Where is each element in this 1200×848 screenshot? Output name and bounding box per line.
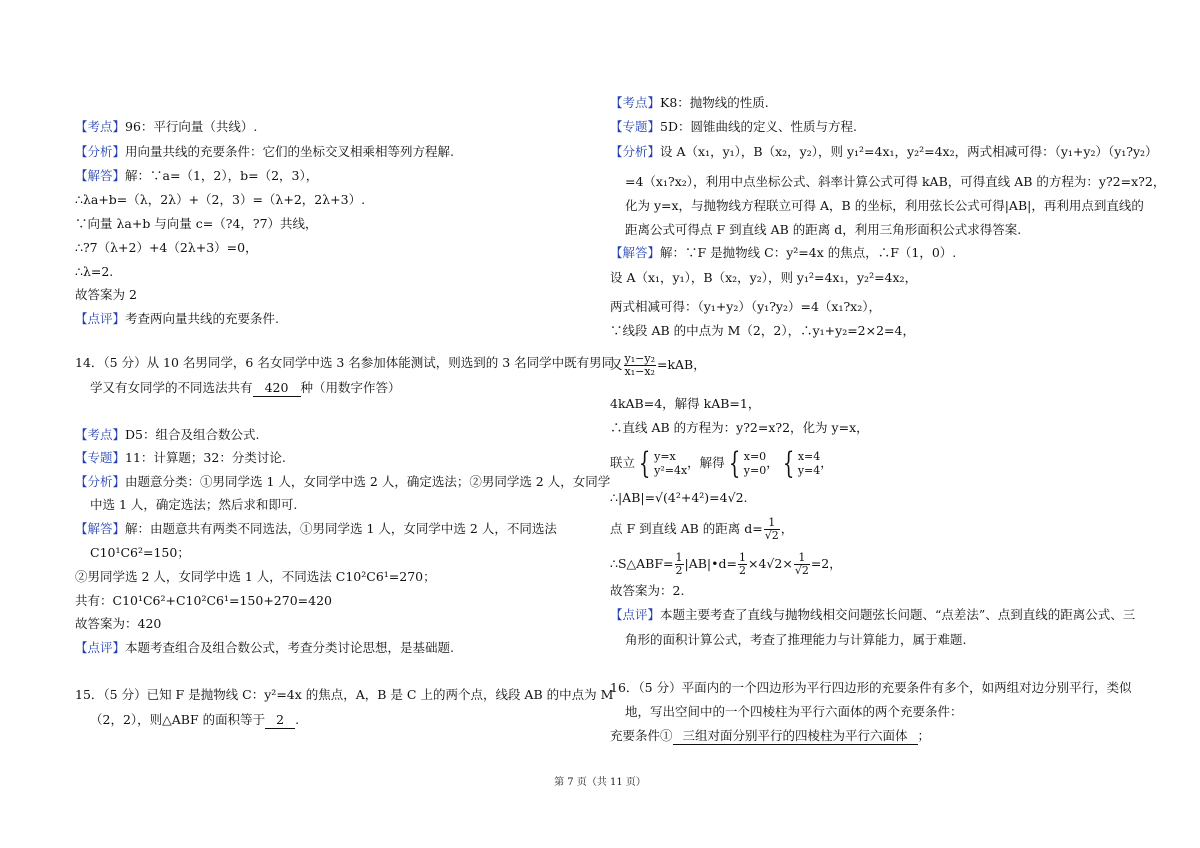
you-text: 又: [610, 357, 623, 372]
q15-fenxi-1: [610, 144, 1158, 160]
jieda-tag: 【解答】: [610, 245, 661, 260]
left-brace-icon: {: [782, 445, 794, 481]
slope-denominator: x₁−x₂: [624, 365, 655, 378]
q14-stem-text: 学又有女同学的不同选法共有: [90, 380, 253, 395]
q14-dianping: [75, 640, 454, 656]
area-text: ∴S△ABF=: [610, 556, 674, 571]
q16-answer-blank: 三组对面分别平行的四棱柱为平行六面体: [673, 728, 918, 745]
fenxi-tag: 【分析】: [75, 144, 126, 159]
area-text-2: |AB|•d=: [684, 556, 737, 571]
q15-system-line: 联立 { y=x y²=4x ，解得 { x=0 y=0 ， { x=4 y=4 ，: [610, 445, 833, 481]
fenxi-text: 用向量共线的充要条件：它们的坐标交叉相乘相等列方程解.: [125, 144, 454, 159]
dianping-text: 考查两向量共线的充要条件.: [125, 311, 279, 326]
system-2: [744, 450, 766, 478]
q13-jieda-1: [75, 168, 318, 184]
q15-fenxi-4: 距离公式可得点 F 到直线 AB 的距离 d，利用三角形面积公式求得答案.: [625, 222, 1022, 237]
distance-numerator: 1: [764, 517, 780, 530]
distance-fraction: [764, 517, 780, 542]
q15-stem-tail: .: [295, 712, 300, 727]
jieda-text: 解：∵F 是抛物线 C：y²=4x 的焦点，∴F（1，0）.: [660, 245, 957, 260]
q14-jieda-3: ②男同学选 2 人，女同学中选 1 人，不同选法 C10²C6¹=270；: [75, 569, 436, 584]
system-1: [654, 450, 687, 478]
q15-dianping-1: [610, 607, 1135, 623]
q15-ab-length: ∴|AB|=√(4²+4²)=4√2.: [610, 490, 748, 505]
area-f1-num: 1: [675, 551, 683, 564]
system-3: [798, 450, 820, 478]
q14-stem-2: [90, 380, 401, 397]
q15-stem-1: 15．（5 分）已知 F 是抛物线 C：y²=4x 的焦点，A，B 是 C 上的两个点，线段 AB 的中点为 M: [75, 687, 614, 702]
system-2-eq-2: y=0: [743, 463, 767, 477]
jieda-tag: 【解答】: [75, 168, 126, 183]
q13-fenxi: [75, 144, 454, 160]
q15-jieda-6: 4kAB=4，解得 kAB=1，: [610, 396, 761, 411]
kaodian-tag: 【考点】: [610, 95, 661, 110]
jiede-text: ，解得: [687, 455, 725, 470]
page-footer: 第 7 页（共 11 页）: [554, 777, 646, 788]
slope-fraction: [624, 353, 656, 378]
zhuanti-tag: 【专题】: [75, 450, 126, 465]
q13-jieda-4: ∴?7（λ+2）+4（2λ+3）=0，: [75, 240, 258, 255]
q15-stem-text: （2，2），则△ABF 的面积等于: [90, 712, 266, 727]
q15-answer: 故答案为：2.: [610, 583, 685, 598]
q15-jieda-4: ∵线段 AB 的中点为 M（2，2），∴y₁+y₂=2×2=4，: [610, 323, 915, 338]
q16-condition: [610, 728, 930, 745]
fenxi-tag: 【分析】: [75, 474, 126, 489]
slope-numerator: y₁−y₂: [624, 352, 655, 365]
dianping-text: 本题考查组合及组合数公式，考查分类讨论思想，是基础题.: [125, 640, 454, 655]
q15-jieda-2: 设 A（x₁，y₁），B（x₂，y₂），则 y₁²=4x₁，y₂²=4x₂，: [610, 270, 918, 285]
q15-distance-line: [610, 515, 793, 543]
q15-zhuanti: [610, 119, 857, 135]
fenxi-text: 设 A（x₁，y₁），B（x₂，y₂），则 y₁²=4x₁，y₂²=4x₂，两式相减可得：（y₁+y₂）（y₁?y₂）: [660, 144, 1158, 159]
slope-tail: =kAB，: [656, 357, 706, 372]
q14-stem-1: 14．（5 分）从 10 名男同学，6 名女同学中选 3 名参加体能测试，则选到的 3 名同学中既有男同: [75, 355, 615, 370]
system-1-eq-1: y=x: [654, 449, 676, 463]
area-fraction-2: [738, 552, 747, 577]
q14-zhuanti: [75, 450, 286, 466]
q16-stem-1: 16．（5 分）平面内的一个四边形为平行四边形的充要条件有多个，如两组对边分别平行，类似: [610, 680, 1132, 695]
q13-dianping: [75, 311, 279, 327]
q14-jieda-4: 共有：C10¹C6²+C10²C6¹=150+270=420: [75, 593, 332, 608]
kaodian-text: K8：抛物线的性质.: [660, 95, 769, 110]
left-brace-icon: {: [728, 445, 740, 481]
system-3-eq-1: x=4: [797, 449, 821, 463]
dianping-text: 本题主要考查了直线与抛物线相交问题弦长问题、“点差法”、点到直线的距离公式、三: [660, 607, 1136, 622]
area-text-4: =2，: [810, 556, 842, 571]
q14-fenxi-1: [75, 474, 610, 490]
q14-fenxi-2: 中选 1 人，确定选法；然后求和即可.: [90, 497, 298, 512]
area-f3-num: 1: [794, 552, 810, 565]
fenxi-tag: 【分析】: [610, 144, 661, 159]
q14-kaodian: [75, 427, 259, 443]
q15-stem-2: [90, 712, 299, 729]
q15-jieda-7: ∴直线 AB 的方程为：y?2=x?2，化为 y=x，: [610, 420, 869, 435]
q15-answer-blank: 2: [265, 712, 295, 729]
q14-stem-tail: 种（用数字作答）: [300, 380, 401, 395]
q15-fenxi-3: 化为 y=x，与抛物线方程联立可得 A，B 的坐标，利用弦长公式可得|AB|，再利用点到直线的: [625, 198, 1144, 213]
system-1-eq-2: y²=4x: [654, 463, 688, 477]
kaodian-tag: 【考点】: [75, 427, 126, 442]
q14-jieda-2: C10¹C6²=150；: [90, 545, 190, 560]
area-fraction-1: [675, 552, 684, 577]
lianli-text: 联立: [610, 455, 636, 470]
q14-answer-blank: 420: [253, 380, 301, 397]
distance-end: ，: [780, 521, 794, 536]
q16-condition-tail: ；: [917, 728, 931, 743]
q15-slope-line: [610, 351, 706, 379]
area-f2-den: 2: [738, 564, 746, 577]
zhuanti-text: 5D：圆锥曲线的定义、性质与方程.: [660, 119, 857, 134]
kaodian-text: D5：组合及组合数公式.: [125, 427, 260, 442]
system-3-eq-2: y=4: [797, 463, 821, 477]
q13-jieda-6: 故答案为 2: [75, 287, 137, 302]
distance-denominator: √2: [764, 529, 779, 542]
q16-stem-2: 地，写出空间中的一个四棱柱为平行六面体的两个充要条件：: [625, 704, 963, 719]
zhuanti-text: 11：计算题；32：分类讨论.: [125, 450, 286, 465]
jieda-text: 解：∵a=（1，2），b=（2，3），: [125, 168, 319, 183]
zhuanti-tag: 【专题】: [610, 119, 661, 134]
q15-jieda-1: [610, 245, 956, 261]
q15-jieda-3: 两式相减可得：（y₁+y₂）（y₁?y₂）=4（x₁?x₂），: [610, 299, 881, 314]
dianping-tag: 【点评】: [610, 607, 661, 622]
q14-jieda-1: [75, 521, 557, 537]
area-f3-den: √2: [794, 564, 809, 577]
area-f2-num: 1: [738, 551, 746, 564]
q13-kaodian: [75, 119, 257, 135]
q13-jieda-3: ∵向量 λa+b 与向量 c=（?4，?7）共线，: [75, 216, 318, 231]
kaodian-tag: 【考点】: [75, 119, 126, 134]
fenxi-text: 由题意分类：①男同学选 1 人，女同学中选 2 人，确定选法；②男同学选 2 人，女同学: [125, 474, 611, 489]
kaodian-text: 96：平行向量（共线）.: [125, 119, 258, 134]
area-f1-den: 2: [675, 564, 683, 577]
q16-condition-label: 充要条件①: [610, 728, 673, 743]
q15-dianping-2: 角形的面积计算公式，考查了推理能力与计算能力，属于难题.: [625, 632, 967, 647]
q15-area-line: [610, 550, 842, 578]
q15-kaodian: [610, 95, 769, 111]
distance-text: 点 F 到直线 AB 的距离 d=: [610, 521, 763, 536]
area-text-3: ×4√2×: [747, 556, 793, 571]
system-end: ，: [820, 455, 833, 470]
q15-fenxi-2: =4（x₁?x₂），利用中点坐标公式、斜率计算公式可得 kAB，可得直线 AB 的方程为：y?2=x?2，: [625, 174, 1166, 189]
jieda-tag: 【解答】: [75, 521, 126, 536]
system-2-eq-1: x=0: [743, 449, 767, 463]
dianping-tag: 【点评】: [75, 311, 126, 326]
q14-jieda-5: 故答案为：420: [75, 616, 162, 631]
area-fraction-3: [794, 552, 810, 577]
q13-jieda-2: ∴λa+b=（λ，2λ）+（2，3）=（λ+2，2λ+3）.: [75, 192, 366, 207]
jieda-text: 解：由题意共有两类不同选法，①男同学选 1 人，女同学中选 2 人，不同选法: [125, 521, 557, 536]
left-brace-icon: {: [638, 445, 651, 481]
q13-jieda-5: ∴λ=2.: [75, 264, 114, 279]
dianping-tag: 【点评】: [75, 640, 126, 655]
